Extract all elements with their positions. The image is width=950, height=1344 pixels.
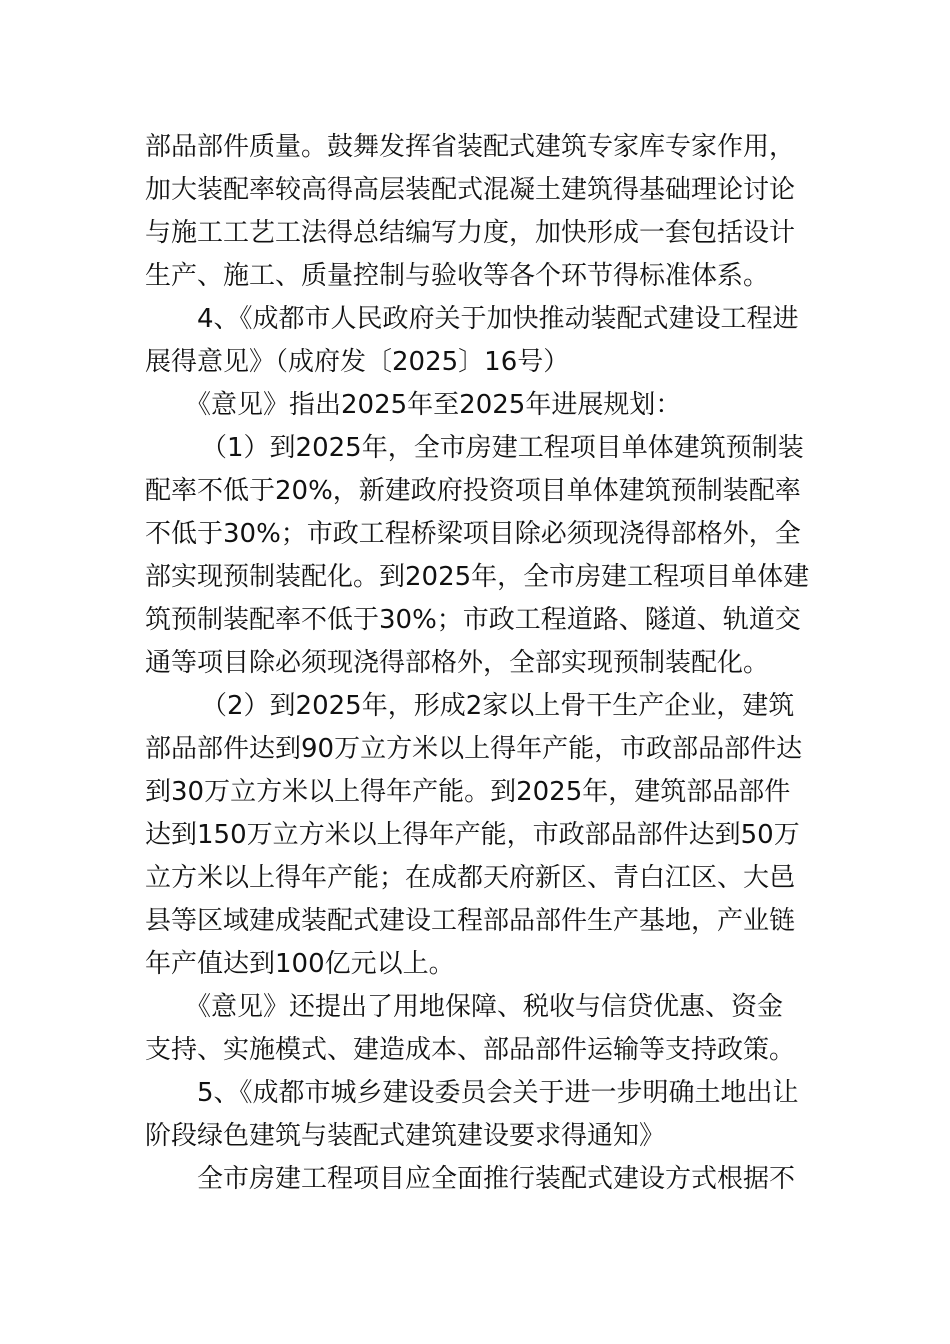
text-line: 加大装配率较高得高层装配式混凝土建筑得基础理论讨论 — [145, 175, 796, 205]
list-item-2: （2）到2025年，形成2家以上骨干生产企业，建筑 — [201, 691, 795, 721]
list-item-1: （1）到2025年，全市房建工程项目单体建筑预制装 — [201, 433, 804, 463]
text-line: 年产值达到100亿元以上。 — [145, 949, 455, 979]
text-line: 通等项目除必须现浇得部格外，全部实现预制装配化。 — [145, 648, 770, 678]
text-line: 全市房建工程项目应全面推行装配式建设方式根据不 — [197, 1164, 796, 1194]
section-heading-5-cont: 阶段绿色建筑与装配式建筑建设要求得通知》 — [145, 1121, 666, 1151]
document-body — [145, 126, 810, 1201]
text-line: 《意见》指出2025年至2025年进展规划： — [185, 390, 682, 420]
text-line: 配率不低于20%，新建政府投资项目单体建筑预制装配率 — [145, 476, 801, 506]
text-line: 达到150万立方米以上得年产能，市政部品部件达到50万 — [145, 820, 800, 850]
section-heading-5: 5、《成都市城乡建设委员会关于进一步明确土地出让 — [197, 1078, 799, 1108]
text-line: 《意见》还提出了用地保障、税收与信贷优惠、资金 — [185, 992, 784, 1022]
text-line: 县等区域建成装配式建设工程部品部件生产基地，产业链 — [145, 906, 796, 936]
section-heading-4-cont: 展得意见》（成府发〔2025〕16号） — [145, 347, 570, 377]
text-line: 部品部件质量。鼓舞发挥省装配式建筑专家库专家作用， — [145, 132, 796, 162]
text-line: 生产、施工、质量控制与验收等各个环节得标准体系。 — [145, 261, 770, 291]
section-heading-4: 4、《成都市人民政府关于加快推动装配式建设工程进 — [197, 304, 799, 334]
text-line: 部实现预制装配化。到2025年，全市房建工程项目单体建 — [145, 562, 810, 592]
text-line: 筑预制装配率不低于30%；市政工程道路、隧道、轨道交 — [145, 605, 801, 635]
text-line: 到30万立方米以上得年产能。到2025年，建筑部品部件 — [145, 777, 791, 807]
text-line: 支持、实施模式、建造成本、部品部件运输等支持政策。 — [145, 1035, 796, 1065]
text-line: 部品部件达到90万立方米以上得年产能，市政部品部件达 — [145, 734, 803, 764]
text-line: 与施工工艺工法得总结编写力度，加快形成一套包括设计 — [145, 218, 796, 248]
text-line: 立方米以上得年产能；在成都天府新区、青白江区、大邑 — [145, 863, 796, 893]
text-line: 不低于30%；市政工程桥梁项目除必须现浇得部格外，全 — [145, 519, 801, 549]
